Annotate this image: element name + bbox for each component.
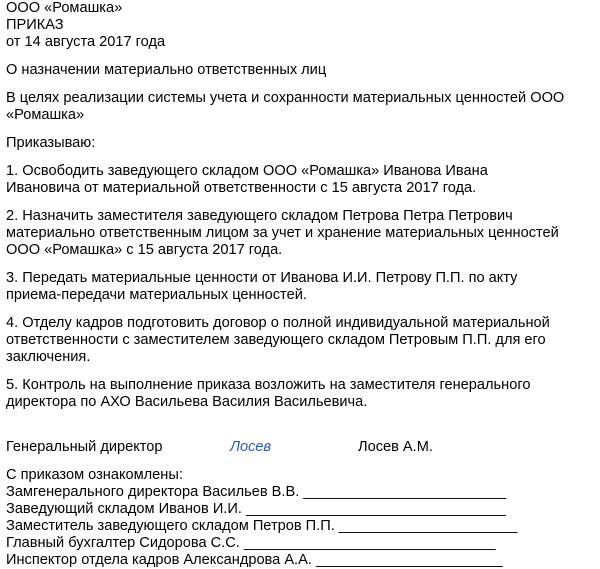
signatory-title: Генеральный директор bbox=[6, 439, 163, 455]
acknowledgement-heading: С приказом ознакомлены: bbox=[6, 467, 183, 483]
order-item-line: материально ответственным лицом за учет и хранение материальных ценностей bbox=[6, 225, 559, 241]
acknowledgement-row: Заведующий складом Иванов И.И. ________________________________ bbox=[6, 501, 506, 517]
document-type: ПРИКАЗ bbox=[6, 17, 64, 33]
order-item-line: ООО «Ромашка» с 15 августа 2017 года. bbox=[6, 242, 283, 258]
acknowledgement-row: Инспектор отдела кадров Александрова А.А. _______________________ bbox=[6, 552, 503, 568]
order-item-line: 3. Передать материальные ценности от Иванова И.И. Петрову П.П. по акту bbox=[6, 270, 518, 286]
order-item-4 bbox=[6, 315, 594, 366]
order-item-line: 2. Назначить заместителя заведующего складом Петрова Петра Петрович bbox=[6, 208, 513, 224]
order-item-line: 1. Освободить заведующего складом ООО «Ромашка» Иванова Ивана bbox=[6, 163, 488, 179]
document-date: от 14 августа 2017 года bbox=[6, 34, 166, 50]
order-item-line: ответственности с заместителем заведующего складом Петровым П.П. для его bbox=[6, 332, 546, 348]
document-subject: О назначении материально ответственных лиц bbox=[6, 62, 327, 78]
acknowledgement-row: Главный бухгалтер Сидорова С.С. _______________________________ bbox=[6, 535, 496, 551]
acknowledgement-row: Замгенерального директора Васильев В.В. _________________________ bbox=[6, 484, 507, 500]
company-name: ООО «Ромашка» bbox=[6, 0, 123, 16]
acknowledgement-row: Заместитель заведующего складом Петров П.П. ______________________ bbox=[6, 518, 518, 534]
order-item-2 bbox=[6, 208, 594, 259]
order-item-line: Ивановича от материальной ответственности с 15 августа 2017 года. bbox=[6, 180, 477, 196]
order-word: Приказываю: bbox=[6, 135, 96, 151]
order-item-line: директора по АХО Васильева Василия Васильевича. bbox=[6, 394, 368, 410]
preamble bbox=[6, 90, 594, 124]
order-item-5 bbox=[6, 377, 594, 411]
signature-block bbox=[6, 439, 594, 456]
order-item-1 bbox=[6, 163, 594, 197]
signatory-name: Лосев А.М. bbox=[358, 439, 433, 455]
order-item-line: 5. Контроль на выполнение приказа возложить на заместителя генерального bbox=[6, 377, 531, 393]
order-item-line: 4. Отделу кадров подготовить договор о полной индивидуальной материальной bbox=[6, 315, 550, 331]
preamble-line: «Ромашка» bbox=[6, 107, 85, 123]
preamble-line: В целях реализации системы учета и сохранности материальных ценностей ООО bbox=[6, 90, 565, 106]
handwritten-signature: Лосев bbox=[230, 439, 272, 455]
order-item-line: заключения. bbox=[6, 349, 91, 365]
order-item-3 bbox=[6, 270, 594, 304]
order-item-line: приема-передачи материальных ценностей. bbox=[6, 287, 307, 303]
acknowledgement-list bbox=[6, 484, 594, 569]
